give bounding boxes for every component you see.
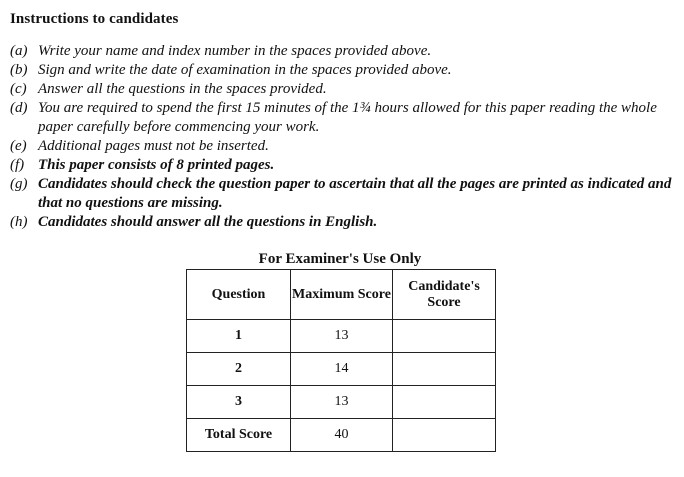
instruction-label: (c) bbox=[10, 81, 27, 97]
instruction-label: (e) bbox=[10, 138, 27, 154]
total-candidate-score bbox=[393, 419, 496, 452]
instruction-label: (b) bbox=[10, 62, 28, 78]
total-row bbox=[187, 419, 496, 452]
instruction-label: (f) bbox=[10, 157, 25, 173]
instructions-list bbox=[10, 42, 678, 232]
instruction-item bbox=[10, 80, 678, 99]
instruction-item bbox=[10, 61, 678, 80]
instruction-item bbox=[10, 42, 678, 61]
instruction-text: You are required to spend the first 15 minutes of the 1¾ hours allowed for this paper reading the whole paper carefully before commencing your work. bbox=[38, 100, 657, 135]
table-header-row bbox=[187, 270, 496, 320]
maximum-score-cell: 13 bbox=[291, 320, 393, 353]
question-number: 1 bbox=[187, 320, 291, 353]
question-number: 2 bbox=[187, 353, 291, 386]
instruction-item bbox=[10, 213, 678, 232]
instruction-label: (d) bbox=[10, 100, 28, 116]
instruction-label: (h) bbox=[10, 214, 28, 230]
table-row bbox=[187, 320, 496, 353]
instruction-text: Candidates should answer all the questions in English. bbox=[38, 214, 378, 230]
instruction-text: Candidates should check the question paper to ascertain that all the pages are printed as indicated and that no questions are missing. bbox=[38, 176, 672, 211]
instruction-item bbox=[10, 156, 678, 175]
instruction-text: Additional pages must not be inserted. bbox=[38, 138, 269, 154]
total-maximum-score: 40 bbox=[291, 419, 393, 452]
instruction-label: (a) bbox=[10, 43, 28, 59]
total-score-label: Total Score bbox=[187, 419, 291, 452]
candidate-score-cell bbox=[393, 320, 496, 353]
header-candidate-score: Candidate's Score bbox=[393, 270, 496, 320]
table-row bbox=[187, 353, 496, 386]
instruction-text: Answer all the questions in the spaces provided. bbox=[38, 81, 327, 97]
candidate-score-cell bbox=[393, 386, 496, 419]
instruction-text: This paper consists of 8 printed pages. bbox=[38, 157, 275, 173]
question-number: 3 bbox=[187, 386, 291, 419]
examiner-table-title: For Examiner's Use Only bbox=[258, 251, 422, 267]
instruction-item bbox=[10, 137, 678, 156]
instruction-text: Write your name and index number in the spaces provided above. bbox=[38, 43, 432, 59]
instructions-heading: Instructions to candidates bbox=[10, 11, 179, 27]
instruction-text: Sign and write the date of examination in the spaces provided above. bbox=[38, 62, 452, 78]
header-question: Question bbox=[187, 270, 291, 320]
instruction-label: (g) bbox=[10, 176, 28, 192]
maximum-score-cell: 13 bbox=[291, 386, 393, 419]
maximum-score-cell: 14 bbox=[291, 353, 393, 386]
examiner-score-table bbox=[186, 269, 496, 452]
header-maximum-score: Maximum Score bbox=[291, 270, 393, 320]
instruction-item bbox=[10, 99, 678, 137]
table-row bbox=[187, 386, 496, 419]
candidate-score-cell bbox=[393, 353, 496, 386]
instruction-item bbox=[10, 175, 678, 213]
